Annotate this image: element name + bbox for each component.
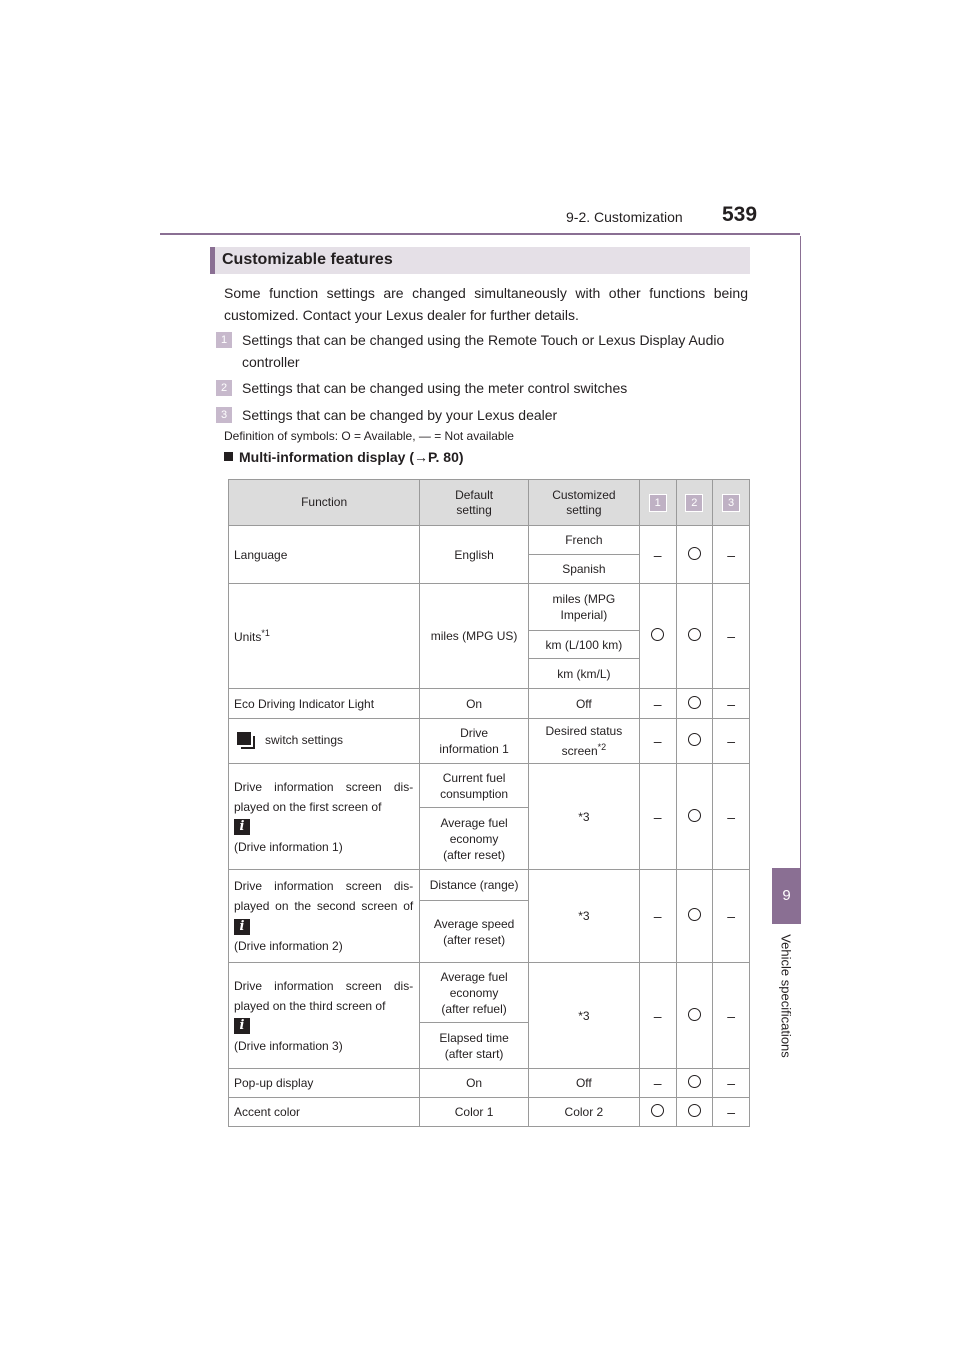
available-circle-icon [688,733,701,746]
row-option: Average fuel economy (after refuel) [420,963,529,1023]
availability-cell: – [713,870,750,963]
display-switch-icon [237,732,257,750]
availability-cell: – [639,719,676,764]
availability-cell: – [713,719,750,764]
available-circle-icon [688,696,701,709]
available-circle-icon [688,547,701,560]
item-number-badge: 3 [216,407,232,423]
symbol-definitions: Definition of symbols: O = Available, — = Not available [224,429,514,443]
item-text: Settings that can be changed using the Remote Touch or Lexus Display Audio controller [242,332,725,370]
row-custom: *3 [528,764,639,870]
row-default: Color 1 [420,1098,529,1127]
table-row [229,689,750,719]
table-row [229,870,750,901]
row-custom: Off [528,689,639,719]
row-function: Language [229,526,420,584]
page-number: 539 [722,203,758,226]
item-number-badge: 2 [216,380,232,396]
row-custom: Off [528,1069,639,1098]
row-function: Drive information screen dis-played on the second screen of i (Drive information 2) [229,870,420,963]
row-default: Drive information 1 [420,719,529,764]
row-function: Drive information screen dis-played on the third screen of i (Drive information 3) [229,963,420,1069]
availability-cell: – [639,963,676,1069]
availability-cell [676,689,713,719]
table-row [229,1069,750,1098]
row-option: km (L/100 km) [528,631,639,659]
header-col-3: 3 [713,480,750,526]
row-function: Units$^{*1}$ [229,584,420,689]
availability-cell [676,1098,713,1127]
row-function: Drive information screen dis-played on the first screen of i (Drive information 1) [229,764,420,870]
intro-paragraph: Some function settings are changed simultaneously with other functions being customized. Contact your Lexus dealer for further details. [224,285,748,323]
table-row [229,1098,750,1127]
table-row [229,963,750,1023]
available-circle-icon [688,1104,701,1117]
header-default: Default setting [420,480,529,526]
availability-cell: – [713,1069,750,1098]
row-custom: Color 2 [528,1098,639,1127]
info-screen-icon: i [234,919,250,935]
availability-cell: – [639,526,676,584]
header-function: Function [229,480,420,526]
availability-cell [676,1069,713,1098]
availability-cell [676,584,713,689]
availability-cell [676,870,713,963]
header-rule [160,233,800,235]
availability-cell: – [713,764,750,870]
row-option: Average speed (after reset) [420,901,529,963]
available-circle-icon [651,1104,664,1117]
section-title: Customizable features [222,251,393,268]
availability-cell: – [639,764,676,870]
availability-cell [639,584,676,689]
availability-cell: – [713,1098,750,1127]
item-number-badge: 1 [216,332,232,348]
availability-cell: – [639,870,676,963]
row-option: French [528,526,639,555]
row-default: miles (MPG US) [420,584,529,689]
availability-cell: – [713,689,750,719]
available-circle-icon [688,1075,701,1088]
availability-cell [676,526,713,584]
row-default: On [420,1069,529,1098]
availability-cell: – [713,963,750,1069]
available-circle-icon [688,809,701,822]
header-col-1: 1 [639,480,676,526]
item-text: Settings that can be changed by your Lexus dealer [242,407,558,423]
info-screen-icon: i [234,819,250,835]
row-option: Current fuel consumption [420,764,529,808]
row-option: km (km/L) [528,659,639,689]
row-function: Pop-up display [229,1069,420,1098]
chapter-tab-number: 9 [772,868,801,924]
info-screen-icon: i [234,1018,250,1034]
available-circle-icon [688,1008,701,1021]
availability-cell [676,764,713,870]
subheading [224,449,464,465]
availability-cell [676,719,713,764]
row-option: miles (MPG Imperial) [528,584,639,631]
row-option: Distance (range) [420,870,529,901]
header-customized: Customized setting [528,480,639,526]
row-function: switch settings [229,719,420,764]
row-option: Elapsed time (after start) [420,1023,529,1069]
row-option: Spanish [528,555,639,584]
bullet-square-icon [224,452,233,461]
item-text: Settings that can be changed using the meter control switches [242,380,628,396]
running-header-section: 9-2. Customization [566,209,683,225]
availability-cell: – [639,689,676,719]
row-function: Eco Driving Indicator Light [229,689,420,719]
availability-cell [676,963,713,1069]
side-tab-line [800,236,801,868]
available-circle-icon [651,628,664,641]
customization-table [228,479,750,1127]
header-col-2: 2 [676,480,713,526]
row-default: On [420,689,529,719]
row-function: Accent color [229,1098,420,1127]
availability-cell: – [713,584,750,689]
row-default: English [420,526,529,584]
available-circle-icon [688,628,701,641]
availability-cell: – [639,1069,676,1098]
table-row [229,764,750,808]
table-header-row [229,480,750,526]
table-row [229,719,750,764]
row-custom: *3 [528,870,639,963]
available-circle-icon [688,908,701,921]
table-row [229,526,750,555]
row-custom: *3 [528,963,639,1069]
availability-cell: – [713,526,750,584]
subheading-text: Multi-information display (→P. 80) [239,449,464,465]
chapter-tab-label: Vehicle specifications [778,934,794,1058]
row-option: Average fuel economy (after reset) [420,808,529,870]
table-row [229,584,750,631]
row-custom: Desired status screen$^{*2}$ [528,719,639,764]
availability-cell [639,1098,676,1127]
